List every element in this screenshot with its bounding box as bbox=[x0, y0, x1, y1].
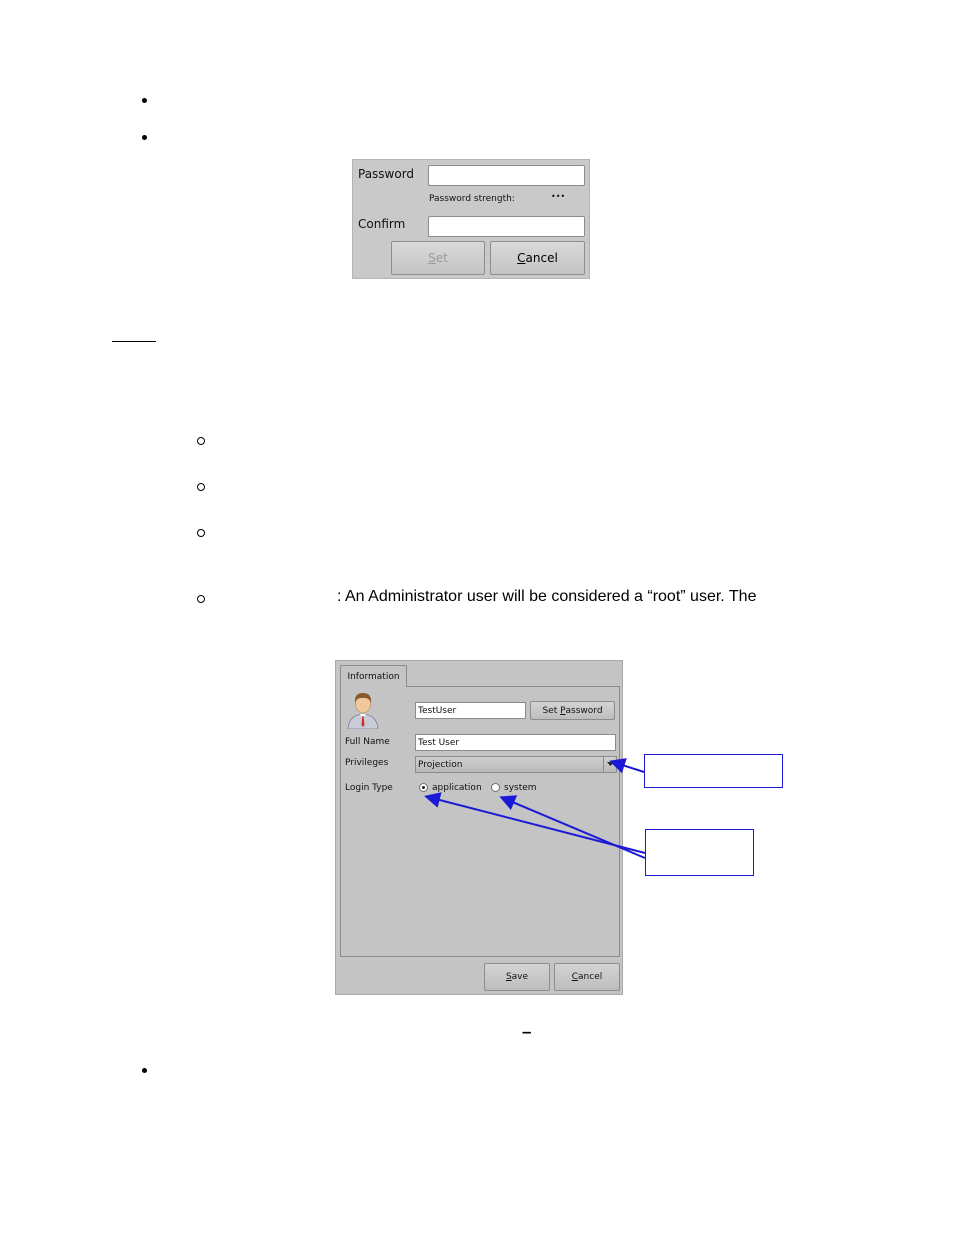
full-name-input[interactable] bbox=[415, 734, 616, 751]
dash-glyph: – bbox=[522, 1022, 532, 1041]
username-value: TestUser bbox=[418, 705, 457, 716]
login-type-callout-box bbox=[645, 829, 754, 876]
bullet-1 bbox=[142, 98, 147, 103]
set-password-rest: assword bbox=[565, 705, 603, 716]
radio-application[interactable] bbox=[419, 783, 428, 792]
confirm-input[interactable] bbox=[428, 216, 585, 237]
tab-information-label: Information bbox=[347, 671, 400, 682]
sub-bullet-2 bbox=[197, 483, 205, 491]
radio-application-label: application bbox=[432, 783, 482, 793]
user-information-dialog bbox=[335, 660, 623, 995]
save-button-rest: ave bbox=[511, 972, 529, 982]
confirm-label: Confirm bbox=[358, 217, 406, 231]
password-dialog bbox=[352, 159, 590, 279]
cancel-user-button-mnemonic: C bbox=[571, 972, 579, 982]
privileges-select[interactable] bbox=[415, 756, 617, 773]
admin-description-text: : An Administrator user will be considered a “root” user. The bbox=[337, 588, 757, 605]
user-avatar-icon bbox=[345, 689, 381, 729]
cancel-button[interactable] bbox=[490, 241, 585, 275]
radio-application-dot bbox=[422, 786, 425, 789]
radio-system-label: system bbox=[504, 783, 537, 793]
save-button[interactable] bbox=[484, 963, 550, 991]
full-name-value: Test User bbox=[418, 737, 460, 748]
full-name-label: Full Name bbox=[345, 737, 390, 747]
sub-bullet-3 bbox=[197, 529, 205, 537]
password-input[interactable] bbox=[428, 165, 585, 186]
login-type-label: Login Type bbox=[345, 783, 393, 793]
username-input[interactable] bbox=[415, 702, 526, 719]
bullet-2 bbox=[142, 135, 147, 140]
bullet-3 bbox=[142, 1068, 147, 1073]
cancel-user-button[interactable] bbox=[554, 963, 620, 991]
privileges-value: Projection bbox=[418, 759, 463, 770]
set-password-button[interactable] bbox=[530, 701, 615, 720]
set-button-mnemonic: S bbox=[428, 251, 436, 265]
cancel-button-rest: ancel bbox=[525, 251, 558, 265]
information-panel bbox=[340, 686, 620, 957]
cancel-user-button-rest: ancel bbox=[578, 972, 603, 982]
set-password-prefix: Set bbox=[542, 705, 561, 716]
password-strength-label: Password strength: bbox=[429, 194, 515, 204]
save-button-mnemonic: S bbox=[505, 972, 512, 982]
password-strength-value: ••• bbox=[551, 192, 566, 201]
sub-bullet-1 bbox=[197, 437, 205, 445]
set-button-rest: et bbox=[435, 251, 448, 265]
cancel-button-mnemonic: C bbox=[517, 251, 526, 265]
tab-information[interactable] bbox=[340, 665, 407, 687]
sub-bullet-4 bbox=[197, 595, 205, 603]
password-label: Password bbox=[358, 167, 415, 181]
set-button[interactable] bbox=[391, 241, 485, 275]
set-password-mnemonic: P bbox=[560, 705, 566, 716]
privileges-callout-box bbox=[644, 754, 783, 788]
chevron-down-icon[interactable] bbox=[603, 757, 616, 772]
heading-underline bbox=[112, 341, 156, 342]
privileges-label: Privileges bbox=[345, 758, 389, 768]
radio-system[interactable] bbox=[491, 783, 500, 792]
